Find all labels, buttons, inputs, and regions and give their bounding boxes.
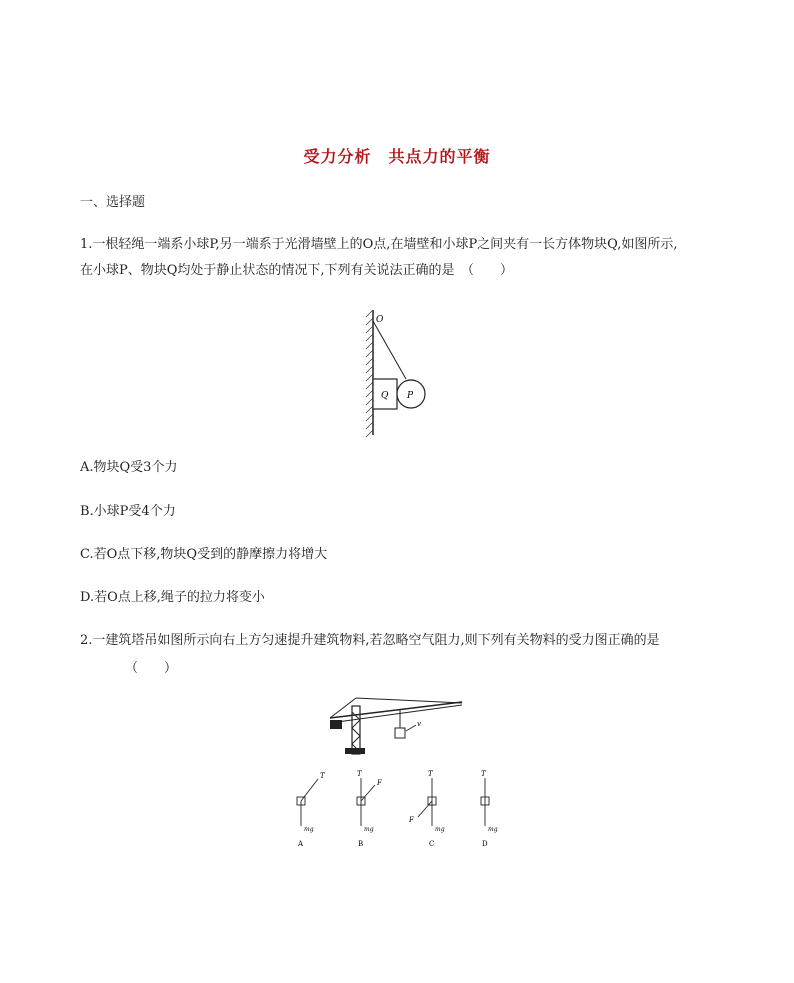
diagram-c [418, 778, 436, 826]
option-b: B.小球P受4个力 [80, 504, 176, 519]
label-q: Q [381, 391, 389, 401]
option-a: A.物块Q受3个力 [80, 460, 178, 475]
diagram-b [357, 778, 375, 826]
diagram-d-letter: D [482, 840, 488, 848]
diagram-a-letter: A [298, 840, 304, 848]
velocity-label: v [417, 720, 421, 728]
diagram-b-t: T [357, 770, 362, 778]
page-title: 受力分析 共点力的平衡 [303, 147, 491, 166]
wall-figure [330, 305, 440, 440]
question-2-line-2: （ ） [125, 661, 178, 676]
label-o: O [376, 315, 384, 325]
counterweight [330, 720, 342, 729]
label-p: P [407, 391, 414, 401]
diagram-b-mg: mg [364, 826, 374, 833]
crane-figure [300, 698, 520, 858]
question-1-line-1: 1.一根轻绳一端系小球P,另一端系于光滑墙壁上的O点,在墙壁和小球P之间夹有一长方体物块Q,如图所示, [80, 237, 678, 252]
option-d: D.若O点上移,绳子的拉力将变小 [80, 590, 265, 605]
crane-load [395, 728, 405, 738]
diagram-b-letter: B [358, 840, 364, 848]
diagram-c-mg: mg [435, 826, 445, 833]
rope [373, 321, 406, 379]
question-1-line-2: 在小球P、物块Q均处于静止状态的情况下,下列有关说法正确的是 （ ） [80, 263, 514, 278]
diagram-a [297, 779, 318, 826]
diagram-a-mg: mg [304, 826, 314, 833]
option-c: C.若O点下移,物块Q受到的静摩擦力将增大 [80, 547, 328, 562]
section-heading: 一、选择题 [80, 195, 146, 210]
diagram-c-t: T [428, 770, 433, 778]
diagram-c-f: F [409, 816, 414, 824]
diagram-d-t: T [481, 770, 486, 778]
diagram-d [481, 778, 489, 826]
diagram-c-letter: C [429, 840, 435, 848]
diagram-b-f: F [377, 779, 382, 787]
question-2-line-1: 2.一建筑塔吊如图所示向右上方匀速提升建筑物料,若忽略空气阻力,则下列有关物料的受力图正确的是 [80, 633, 660, 648]
diagram-a-t: T [320, 772, 325, 780]
diagram-d-mg: mg [488, 826, 498, 833]
